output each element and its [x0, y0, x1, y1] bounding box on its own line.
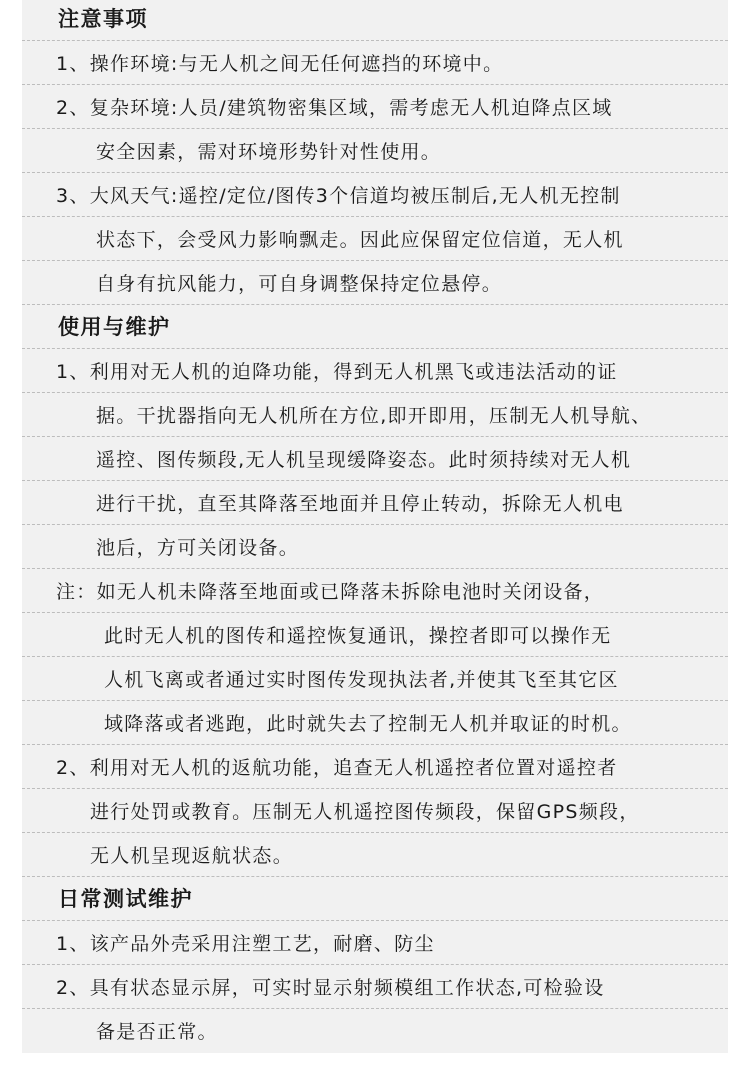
usage-item-1-continued: 池后，方可关闭设备。: [22, 524, 728, 569]
notes-panel: [22, 0, 728, 1053]
usage-note-continued: 此时无人机的图传和遥控恢复通讯，操控者即可以操作无: [22, 612, 728, 657]
usage-item-1: 1、利用对无人机的迫降功能，得到无人机黑飞或违法活动的证: [22, 348, 728, 393]
precaution-item-3-continued: 状态下，会受风力影响飘走。因此应保留定位信道，无人机: [22, 216, 728, 261]
section-heading-precautions: 注意事项: [22, 0, 728, 41]
usage-item-2: 2、利用对无人机的返航功能，追查无人机遥控者位置对遥控者: [22, 744, 728, 789]
section-heading-maintenance: 日常测试维护: [22, 876, 728, 921]
usage-item-2-continued: 进行处罚或教育。压制无人机遥控图传频段，保留GPS频段，: [22, 788, 728, 833]
usage-note-continued: 域降落或者逃跑，此时就失去了控制无人机并取证的时机。: [22, 700, 728, 745]
maintenance-item-1: 1、该产品外壳采用注塑工艺，耐磨、防尘: [22, 920, 728, 965]
section-heading-usage: 使用与维护: [22, 304, 728, 349]
maintenance-item-2-continued: 备是否正常。: [96, 1020, 218, 1043]
precaution-item-1: 1、操作环境:与无人机之间无任何遮挡的环境中。: [22, 40, 728, 85]
usage-note: 注：如无人机未降落至地面或已降落未拆除电池时关闭设备，: [22, 568, 728, 613]
usage-item-1-continued: 进行干扰，直至其降落至地面并且停止转动，拆除无人机电: [22, 480, 728, 525]
usage-item-2-continued: 无人机呈现返航状态。: [22, 832, 728, 877]
precaution-item-3: 3、大风天气:遥控/定位/图传3个信道均被压制后,无人机无控制: [22, 172, 728, 217]
usage-note-continued: 人机飞离或者通过实时图传发现执法者,并使其飞至其它区: [22, 656, 728, 701]
maintenance-item-2: 2、具有状态显示屏，可实时显示射频模组工作状态,可检验设: [22, 964, 728, 1009]
precaution-item-3-continued: 自身有抗风能力，可自身调整保持定位悬停。: [22, 260, 728, 305]
usage-item-1-continued: 据。干扰器指向无人机所在方位,即开即用，压制无人机导航、: [22, 392, 728, 437]
usage-item-1-continued: 遥控、图传频段,无人机呈现缓降姿态。此时须持续对无人机: [22, 436, 728, 481]
precaution-item-2-continued: 安全因素，需对环境形势针对性使用。: [22, 128, 728, 173]
precaution-item-2: 2、复杂环境:人员/建筑物密集区域，需考虑无人机迫降点区域: [22, 84, 728, 129]
